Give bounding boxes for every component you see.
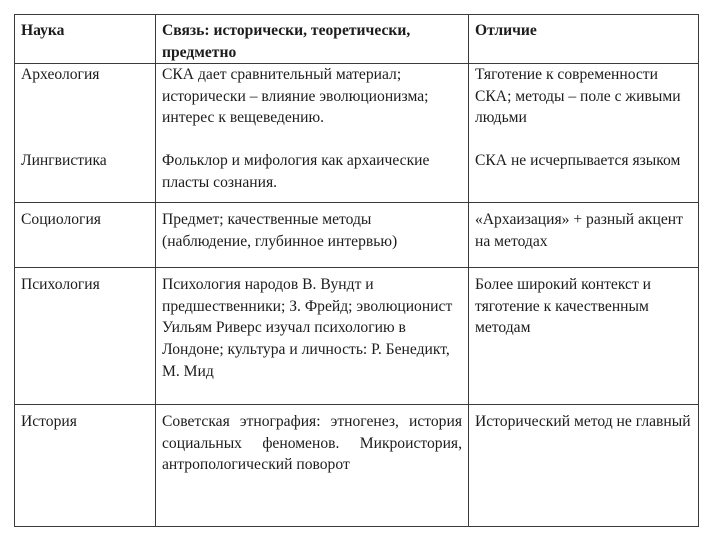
connection-text: Фольклор и мифология как архаические пласты сознания. <box>162 152 430 191</box>
header-cell-connection <box>156 15 469 64</box>
science-name: Социология <box>21 211 101 229</box>
difference-text: «Архаизация» + разный акцент на методах <box>475 211 683 250</box>
table-row <box>15 150 699 203</box>
science-name: Археология <box>21 66 100 84</box>
table-cell <box>156 405 469 527</box>
difference-text: Тяготение к современности СКА; методы – поле с живыми людьми <box>475 66 681 127</box>
connection-text: СКА дает сравнительный материал; исторически – влияние эволюционизма; интерес к вещеведению. <box>162 66 429 127</box>
header-cell-science <box>15 15 156 64</box>
header-difference: Отличие <box>475 22 537 39</box>
header-cell-difference <box>469 15 699 64</box>
science-name: Лингвистика <box>21 152 107 170</box>
table-cell <box>156 268 469 405</box>
table-cell <box>469 268 699 405</box>
table-row <box>15 64 699 151</box>
table-cell <box>156 64 469 151</box>
table-cell <box>15 268 156 405</box>
difference-text: СКА не исчерпывается языком <box>475 152 681 170</box>
table-cell <box>15 150 156 203</box>
header-connection: Связь: исторически, теоретически, предметно <box>162 22 411 61</box>
difference-text: Исторический метод не главный <box>475 413 691 431</box>
table-row <box>15 203 699 268</box>
table-cell <box>15 405 156 527</box>
table-cell <box>469 150 699 203</box>
table-cell <box>156 203 469 268</box>
science-name: История <box>21 413 77 431</box>
header-science: Наука <box>21 22 65 39</box>
connection-text: Предмет; качественные методы (наблюдение, глубинное интервью) <box>162 211 398 250</box>
connection-text: Психология народов В. Вундт и предшественники; З. Фрейд; эволюционист Уильям Риверс изучал психологию в Лондоне; культура и личность: Р. Бенедикт, М. Мид <box>162 276 453 380</box>
table-cell <box>469 64 699 151</box>
comparison-table <box>14 14 699 527</box>
science-name: Психология <box>21 276 100 294</box>
table-cell <box>469 203 699 268</box>
table-cell <box>469 405 699 527</box>
connection-text: Советская этнография: этногенез, история социальных феноменов. Микроистория, антропологический поворот <box>162 413 462 474</box>
table-row <box>15 268 699 405</box>
table-cell <box>15 203 156 268</box>
table-row <box>15 405 699 527</box>
difference-text: Более широкий контекст и тяготение к качественным методам <box>475 276 652 337</box>
table-cell <box>156 150 469 203</box>
table-header-row <box>15 15 699 64</box>
table-cell <box>15 64 156 151</box>
